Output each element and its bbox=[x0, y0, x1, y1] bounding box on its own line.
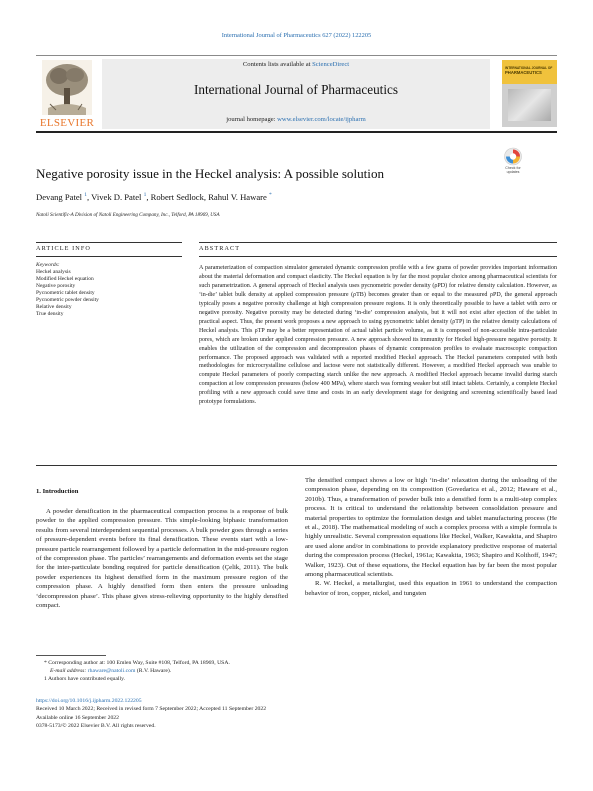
keyword-item: Heckel analysis bbox=[36, 269, 71, 275]
keywords-label: Keywords: bbox=[36, 262, 60, 268]
author-sup[interactable]: * bbox=[268, 192, 272, 199]
corresponding-author-note: * Corresponding author at: 100 Emlen Way, Suite #108, Telford, PA 18969, USA. bbox=[44, 660, 230, 666]
copyright: 0378-5173/© 2022 Elsevier B.V. All rights reserved. bbox=[36, 722, 156, 729]
contents-line bbox=[102, 61, 490, 68]
abstract-top-rule bbox=[199, 242, 557, 243]
journal-title: International Journal of Pharmaceutics bbox=[194, 82, 398, 97]
author-3[interactable] bbox=[151, 192, 204, 202]
elsevier-tree-icon bbox=[42, 60, 92, 115]
affiliation: Natoli Scientific-A Division of Natoli Engineering Company, Inc., Telford, PA 18969, USA bbox=[36, 212, 220, 218]
author-1[interactable] bbox=[36, 192, 87, 202]
email-note bbox=[36, 667, 556, 675]
email-link[interactable]: rhaware@natoli.com bbox=[87, 668, 136, 674]
cover-banner bbox=[502, 60, 557, 84]
elsevier-logo[interactable] bbox=[36, 60, 98, 127]
publication-info bbox=[36, 697, 556, 730]
footnotes bbox=[36, 659, 556, 683]
header-top-rule bbox=[36, 55, 557, 56]
keyword-item: Pycnometric tablet density bbox=[36, 290, 95, 296]
introduction-heading: 1. Introduction bbox=[36, 488, 79, 495]
publisher-name: ELSEVIER bbox=[39, 117, 95, 129]
article-info-sub-rule bbox=[36, 256, 182, 257]
header-bottom-rule bbox=[36, 131, 557, 133]
homepage-link[interactable]: www.elsevier.com/locate/ijpharm bbox=[277, 116, 366, 123]
body-column-left bbox=[36, 507, 288, 610]
journal-cover[interactable] bbox=[502, 60, 557, 127]
article-info-heading: ARTICLE INFO bbox=[36, 245, 91, 252]
received-dates: Received 10 March 2022; Received in revised form 7 September 2022; Accepted 11 September 2022 bbox=[36, 706, 267, 713]
keywords-block bbox=[36, 262, 171, 318]
author-2[interactable] bbox=[91, 192, 146, 202]
badge-line2: updates bbox=[506, 170, 520, 174]
keyword-item: Pycnometric powder density bbox=[36, 297, 99, 303]
article-title: Negative porosity issue in the Heckel analysis: A possible solution bbox=[36, 166, 385, 181]
abstract-heading: ABSTRACT bbox=[199, 245, 241, 252]
article-info-top-rule bbox=[36, 242, 182, 243]
abstract-bottom-rule bbox=[36, 465, 557, 466]
homepage-line bbox=[102, 116, 490, 123]
author-name: Devang Patel bbox=[36, 192, 83, 202]
available-online: Available online 16 September 2022 bbox=[36, 714, 119, 721]
journal-citation-link[interactable]: International Journal of Pharmaceutics 627 (2022) 122205 bbox=[221, 32, 372, 39]
body-column-right bbox=[305, 476, 557, 598]
keyword-item: Modified Heckel equation bbox=[36, 276, 94, 282]
paragraph: R. W. Heckel, a metallurgist, used this equation in 1961 to understand the compaction behavior of iron, copper, nickel, and tungsten bbox=[305, 580, 557, 597]
email-label: E-mail address: bbox=[50, 668, 88, 674]
abstract-text: A parameterization of compaction simulator generated dynamic compression profile with a few grams of powder provides important information about the material deformation and compact elasticity. The Heckel equation is by far the most popular choice among pharmaceutical scientists for such parametrization. A general approach of Heckel analysis uses pycnometric powder density (ρPD) for relative density calculation. However, as ‘in-die’ tablet bulk density at applied compression pressure (ρTB) becomes greater than or equal to the measured ρPD, the general approach typically poses a negative porosity challenge at high compression pressure regions. It is only theoretically possible to have a tablet with zero or negative porosity. Negative porosity may be detected during ‘in-die’ compression analysis, but it will not exist after ejection of the tablet in practical aspect. Thus, the present work proposes a new approach to using pycnometric tablet density (ρTP) in the relative density calculations of Heckel analysis. This ρTP may be a better representation of actual tablet particle volume, as it is composed of non-accessible intra-particulate pores, which are broken under applied compression pressure. A new approach showed its immunity for Heckel high-pressure negative porosity. It enables the utilization of the compression and decompression phases of dynamic compression profiles to evaluate macroscopic compaction performance. The proposed approach was validated with a reported modified Heckel approach. The Heckel parameters computed with both methodologies for microcrystalline cellulose and lactose were not statistically different. However, a modified Heckel approach was unable to compute Heckel parameters of poorly compacting starch unlike the new approach. A modified Heckel approach became invalid during starch compaction at low compression pressures (below 400 MPa), where starch was forming weaker but still intact tablets. Certainly, a complete Heckel profiling with a new approach could save time and costs in an early development stage for designing and screening scientifically based lead prototype formulations. bbox=[199, 265, 557, 406]
keyword-item: True density bbox=[36, 311, 64, 317]
paragraph: A powder densification in the pharmaceutical compaction process is a response of bulk powder to the applied compression pressure. This simple-looking biphasic transformation results from several interdependent sequential processes. A bulk powder goes through a series of pressure-dependent events before its final densification. These events start with a low-pressure particle rearrangement followed by a particle deformation in the mid-pressure region of the compression phase. The particles’ rearrangements and deformation events set the stage for the inter-particulate bonding required for particle densification (Çelik, 2011). The bulk powder experiences its highest densified form in the maximum pressure region of the compression phase. A highly densified form then enters the pressure unloading ‘decompression phase’. This phase gives stress-relieving opportunity to the highly densified compact. bbox=[36, 508, 288, 610]
author-sup[interactable]: 1 bbox=[143, 192, 147, 199]
doi-link[interactable]: https://doi.org/10.1016/j.ijpharm.2022.122205 bbox=[36, 698, 142, 704]
footnote-rule bbox=[36, 655, 106, 656]
cover-title-line2: PHARMACEUTICS bbox=[505, 69, 542, 75]
keyword-item: Negative porosity bbox=[36, 283, 76, 289]
author-sup[interactable]: 1 bbox=[84, 192, 87, 199]
cover-image bbox=[508, 89, 551, 121]
keyword-item: Relative density bbox=[36, 304, 72, 310]
author-4[interactable] bbox=[208, 192, 272, 202]
cover-title-line1: INTERNATIONAL JOURNAL OF bbox=[505, 66, 553, 70]
email-suffix: (R.V. Haware). bbox=[135, 668, 172, 674]
badge-label bbox=[499, 166, 527, 174]
badge-line1: Check for bbox=[505, 166, 521, 170]
abstract-sub-rule bbox=[199, 256, 557, 257]
author-name: Robert Sedlock bbox=[150, 192, 204, 202]
homepage-prefix: journal homepage: bbox=[226, 116, 278, 123]
check-for-updates-icon bbox=[499, 147, 527, 166]
author-list: Devang Patel $^1$, Vivek D. Patel $^1$, Robert Sedlock, Rahul V. Haware * bbox=[36, 192, 272, 202]
contents-prefix: Contents lists available at bbox=[242, 61, 313, 68]
paragraph: The densified compact shows a low or high ‘in-die’ relaxation during the unloading of the compression phase, depending on its composition (Govedarica et al., 2012; Haware et al., 2010b). Thus, a transformation of powder bulk into a densified form is a multi-step complex process. It is critical to understand the relationship between consolidation pressure and material properties to optimize the formulation design and tablet manufacturing process (He et al., 2018). The mathematical modeling of such a complex process with a simple formula is highly unrealistic. Several compression equations like Heckel, Walker, Kawakita, and Shapiro are used alone and/or in combinations to provide explanatory predictive response of material during the compression process (Heckel, 1961a; Kawakita, 1963; Shapiro and Kolthoff, 1947; Walker, 1923). Out of these equations, the Heckel equation has by far been the most popular among pharmaceutical scientists. bbox=[305, 477, 557, 579]
check-for-updates-badge[interactable] bbox=[499, 147, 527, 177]
author-name: Rahul V. Haware bbox=[208, 192, 267, 202]
author-name: Vivek D. Patel bbox=[91, 192, 142, 202]
cover-title bbox=[505, 66, 555, 75]
equal-contribution-note: 1 Authors have contributed equally. bbox=[44, 676, 125, 682]
sciencedirect-link[interactable]: ScienceDirect bbox=[312, 61, 350, 68]
